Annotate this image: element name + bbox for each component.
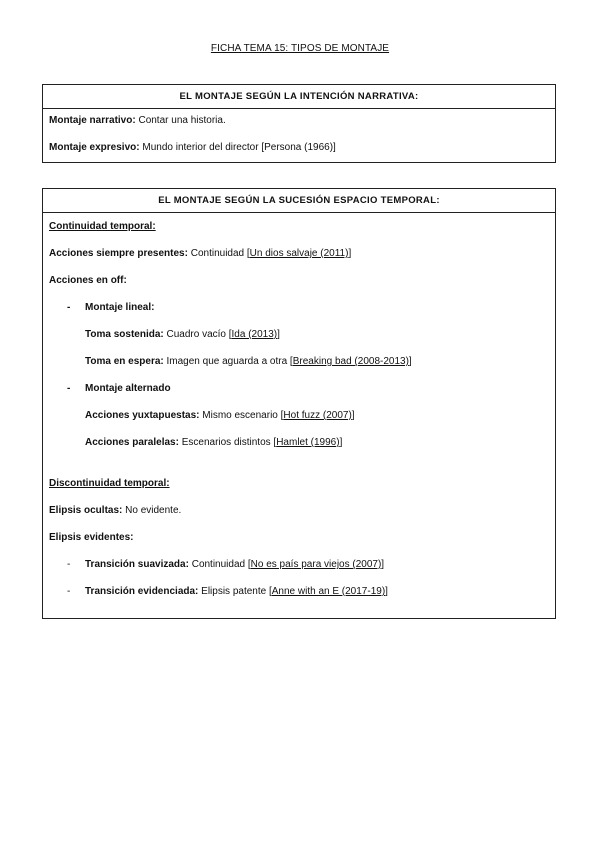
term-text: Imagen que aguarda a otra [ [163, 356, 293, 367]
bracket-close: ] [381, 559, 385, 570]
row-montaje-narrativo [49, 115, 226, 126]
term-text: Continuidad [ [188, 559, 251, 570]
term-label: Transición suavizada: [85, 559, 189, 570]
bullet: - [67, 302, 71, 313]
film-ref: Un dios salvaje (2011) [249, 248, 349, 259]
row-elipsis-evidentes [49, 532, 133, 543]
row-transicion-evidenciada [85, 586, 388, 597]
term-label: Elipsis ocultas: [49, 505, 123, 516]
term-label: Acciones yuxtapuestas: [85, 410, 200, 421]
row-paralelas [85, 437, 342, 448]
row-toma-sostenida [85, 329, 280, 340]
bullet: - [67, 559, 71, 570]
bullet: - [67, 383, 71, 394]
bullet: - [67, 586, 71, 597]
bracket-close: ] [277, 329, 280, 340]
term-label: Transición evidenciada: [85, 586, 199, 597]
subheading-text: Continuidad temporal: [49, 221, 156, 232]
film-ref: Breaking bad (2008-2013) [292, 356, 409, 367]
term-label: Montaje narrativo: [49, 115, 136, 126]
term-label: Elipsis evidentes: [49, 532, 134, 543]
bracket-close: ] [385, 586, 388, 597]
bracket-close: ] [348, 248, 352, 259]
narrative-intention-box [42, 84, 556, 163]
film-ref: No es país para viejos (2007) [250, 559, 382, 570]
term-text: Contar una historia. [135, 115, 226, 126]
subheading-continuidad [49, 221, 156, 232]
term-text: Continuidad [ [187, 248, 250, 259]
term-label: Toma sostenida: [85, 329, 164, 340]
film-ref: Hamlet (1996) [276, 437, 340, 448]
term-label: Acciones paralelas: [85, 437, 179, 448]
term-label: Acciones siempre presentes: [49, 248, 188, 259]
document-title: FICHA TEMA 15: TIPOS DE MONTAJE [210, 43, 390, 54]
bracket-close: ] [351, 410, 355, 421]
term-label: Montaje alternado [85, 383, 171, 394]
film-ref: Hot fuzz (2007) [283, 410, 352, 421]
row-acciones-off [49, 275, 127, 286]
row-elipsis-ocultas [49, 505, 181, 516]
row-toma-espera [85, 356, 412, 367]
term-text: Mundo interior del director [Persona (1966)] [139, 142, 336, 153]
row-montaje-alternado [85, 383, 171, 394]
row-montaje-lineal [85, 302, 154, 313]
bracket-close: ] [408, 356, 412, 367]
term-label: Acciones en off: [49, 275, 127, 286]
film-ref: Anne with an E (2017-19) [271, 586, 386, 597]
term-label: Montaje expresivo: [49, 142, 140, 153]
term-text: Cuadro vacío [ [163, 329, 232, 340]
row-montaje-expresivo [49, 142, 336, 153]
term-label: Toma en espera: [85, 356, 164, 367]
space-time-box [42, 188, 556, 619]
bracket-close: ] [339, 437, 343, 448]
row-transicion-suavizada [85, 559, 384, 570]
subheading-discontinuidad [49, 478, 170, 489]
term-text: Escenarios distintos [ [178, 437, 277, 448]
section-heading: EL MONTAJE SEGÚN LA SUCESIÓN ESPACIO TEMPORAL: [43, 189, 555, 213]
subheading-text: Discontinuidad temporal: [49, 478, 170, 489]
term-text: No evidente. [122, 505, 182, 516]
term-text: Elipsis patente [ [198, 586, 272, 597]
row-acciones-siempre [49, 248, 351, 259]
row-yuxtapuestas [85, 410, 355, 421]
film-ref: Ida (2013) [231, 329, 278, 340]
section-heading: EL MONTAJE SEGÚN LA INTENCIÓN NARRATIVA: [43, 85, 555, 109]
term-label: Montaje lineal: [85, 302, 155, 313]
term-text: Mismo escenario [ [199, 410, 284, 421]
